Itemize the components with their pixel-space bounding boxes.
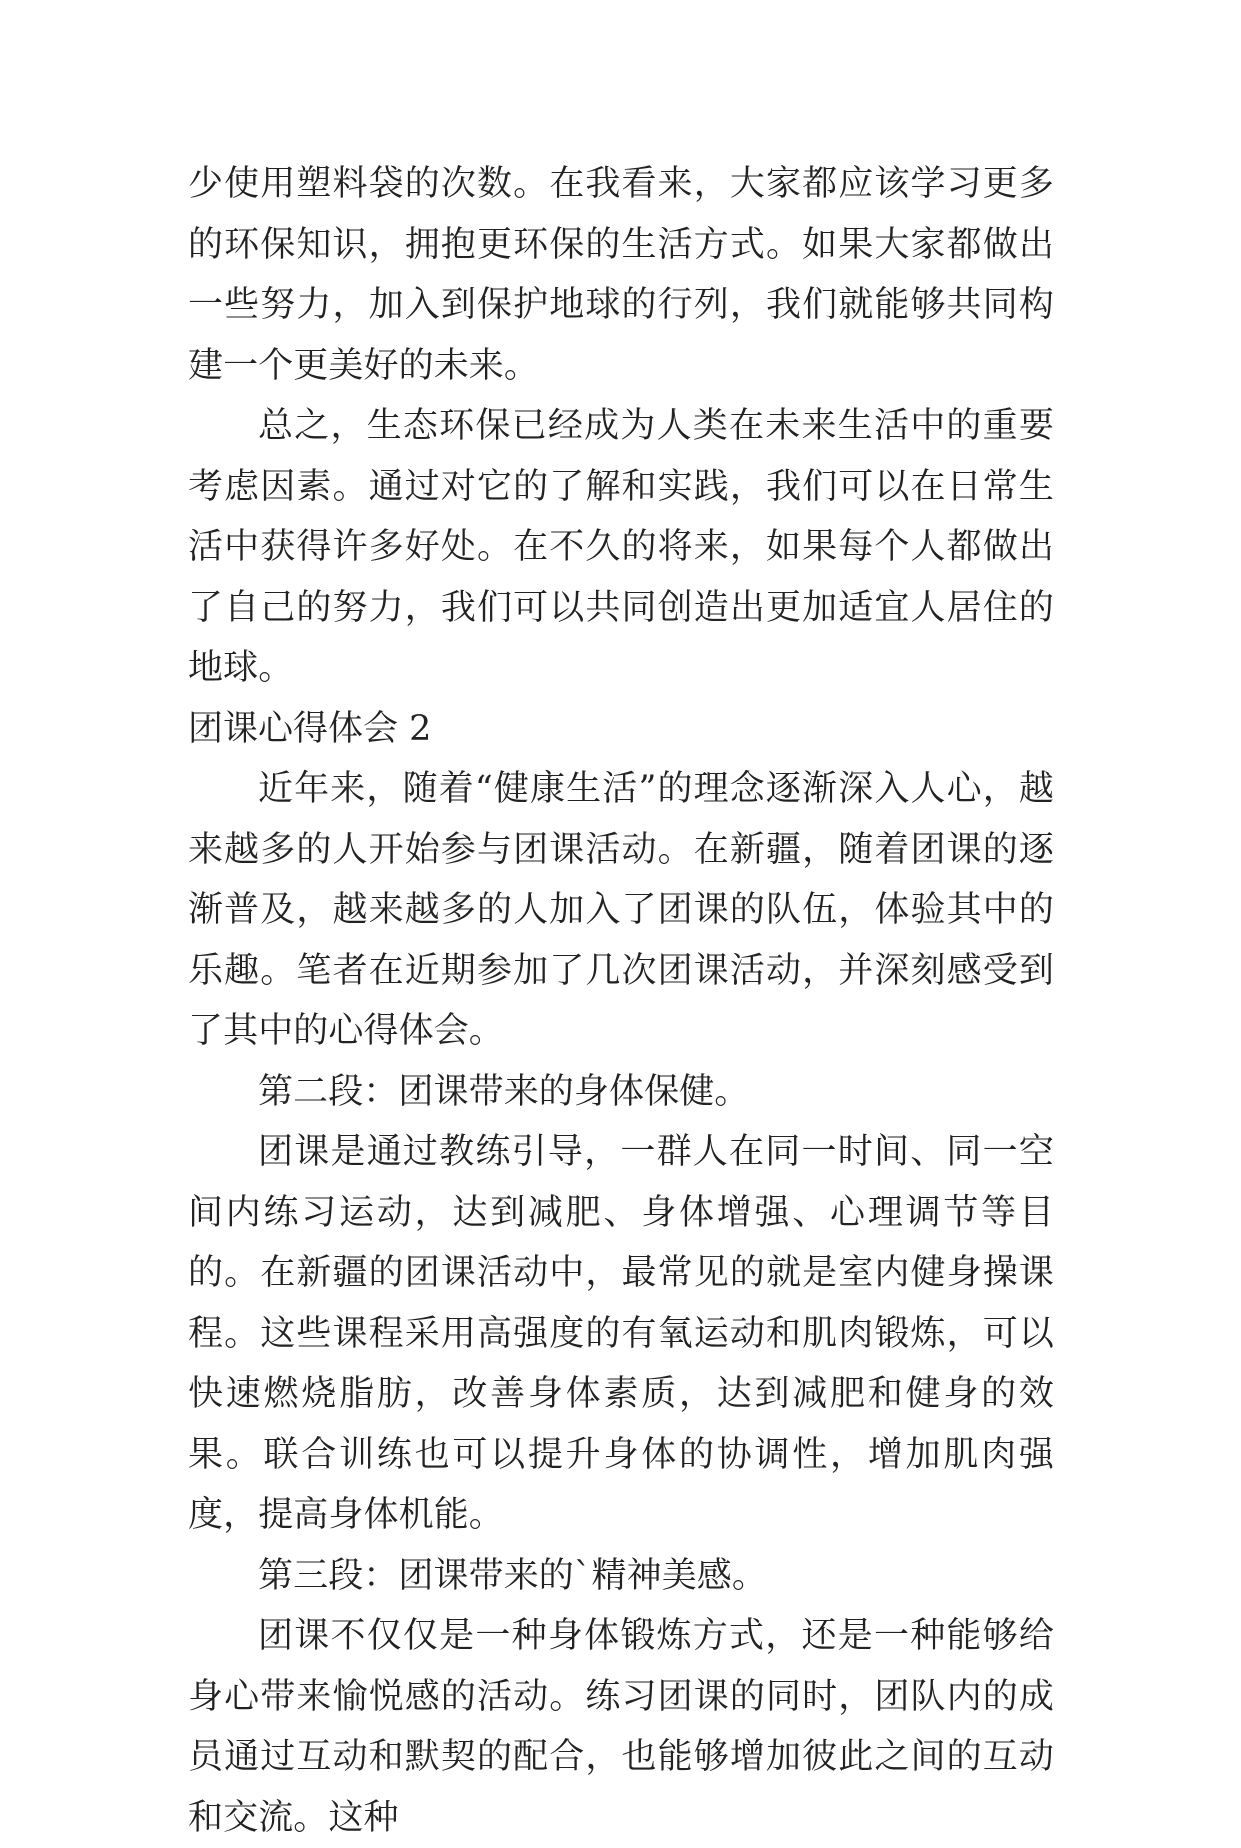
paragraph-subheading-2: 第二段：团课带来的身体保健。: [258, 1071, 750, 1112]
section-heading: 团课心得体会 2: [188, 708, 432, 749]
paragraph-summary: 总之，生态环保已经成为人类在未来生活中的重要考虑因素。通过对它的了解和实践，我们可以在日常生活中获得许多好处。在不久的将来，如果每个人都做出了自己的努力，我们可以共同创造出更加适宜人居住的地球。: [188, 406, 1054, 688]
paragraph-subheading-3: 第三段：团课带来的`精神美感。: [258, 1555, 768, 1596]
paragraph-intro: 近年来，随着“健康生活”的理念逐渐深入人心，越来越多的人开始参与团课活动。在新疆，随着团课的逐渐普及，越来越多的人加入了团课的队伍，体验其中的乐趣。笔者在近期参加了几次团课活动，并深刻感受到了其中的心得体会。: [188, 769, 1054, 1051]
paragraph-environment-conclusion: 少使用塑料袋的次数。在我看来，大家都应该学习更多的环保知识，拥抱更环保的生活方式。如果大家都做出一些努力，加入到保护地球的行列，我们就能够共同构建一个更美好的未来。: [188, 164, 1054, 386]
document-body: [188, 154, 1054, 1848]
paragraph-body-health: 团课是通过教练引导，一群人在同一时间、同一空间内练习运动，达到减肥、身体增强、心理调节等目的。在新疆的团课活动中，最常见的就是室内健身操课程。这些课程采用高强度的有氧运动和肌肉锻炼，可以快速燃烧脂肪，改善身体素质，达到减肥和健身的效果。联合训练也可以提升身体的协调性，增加肌肉强度，提高身体机能。: [188, 1132, 1054, 1535]
paragraph-body-spirit: 团课不仅仅是一种身体锻炼方式，还是一种能够给身心带来愉悦感的活动。练习团课的同时，团队内的成员通过互动和默契的配合，也能够增加彼此之间的互动和交流。这种: [188, 1616, 1054, 1838]
